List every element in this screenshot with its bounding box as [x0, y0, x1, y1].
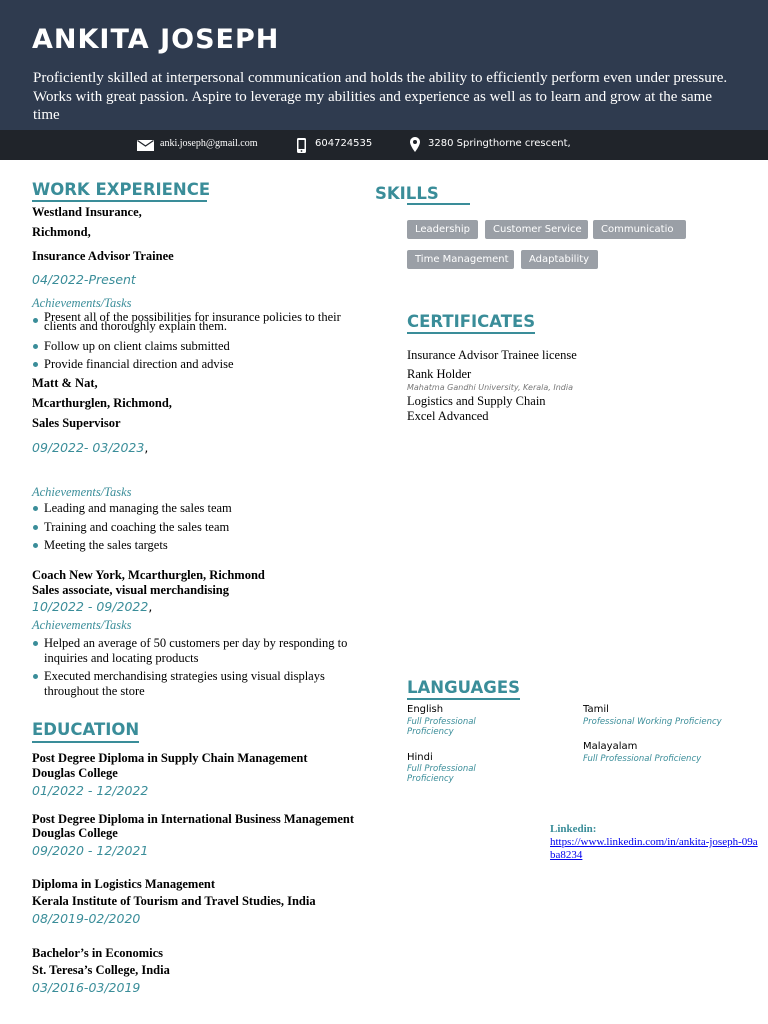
language-name: Malayalam [583, 741, 638, 752]
achievements-label: Achievements/Tasks [32, 618, 132, 632]
skills-underline [407, 203, 470, 205]
job-company: Westland Insurance, [32, 205, 142, 219]
education-degree: Bachelor’s in Economics [32, 946, 164, 960]
job-location: Mcarthurglen, Richmond, [32, 396, 172, 410]
linkedin-link[interactable]: https://www.linkedin.com/in/ankita-joseph-09aba8234 [550, 836, 758, 861]
achievements-label: Achievements/Tasks [32, 485, 132, 499]
work-experience-underline [32, 200, 207, 202]
language-level: Full Professional Proficiency [407, 717, 476, 737]
education-dates: 08/2019-02/2020 [32, 911, 141, 926]
education-dates: 01/2022 - 12/2022 [32, 783, 149, 798]
education-school: Kerala Institute of Tourism and Travel Studies, India [32, 894, 316, 908]
languages-underline [407, 698, 520, 700]
candidate-name: ANKITA JOSEPH [32, 24, 280, 55]
languages-heading: LANGUAGES [407, 678, 520, 697]
task-item: Meeting the sales targets [44, 538, 168, 552]
task-item: Helped an average of 50 customers per day by responding to inquiries and locating products [44, 636, 364, 666]
language-name: Hindi [407, 752, 433, 763]
achievements-label: Achievements/Tasks [32, 296, 132, 310]
education-dates: 03/2016-03/2019 [32, 980, 141, 995]
language-level: Full Professional Proficiency [407, 764, 476, 784]
certificate-issuer: Mahatma Gandhi University, Kerala, India [407, 383, 573, 392]
job-role: Insurance Advisor Trainee [32, 249, 174, 263]
certificates-underline [407, 332, 535, 334]
language-name: Tamil [583, 704, 609, 715]
task-item: Present all of the possibilities for insurance policies to their clients and thoroughly explain them. [44, 313, 364, 331]
education-heading: EDUCATION [32, 720, 140, 739]
job-role: Sales Supervisor [32, 416, 121, 430]
job-company: Coach New York, Mcarthurglen, Richmond [32, 568, 265, 582]
education-school: Douglas College [32, 826, 118, 840]
language-level: Full Professional Proficiency [583, 754, 702, 764]
language-name: English [407, 704, 444, 715]
certificate-name: Logistics and Supply Chain [407, 394, 546, 408]
education-degree: Post Degree Diploma in International Business Management [32, 812, 354, 826]
certificate-name: Excel Advanced [407, 409, 489, 423]
mail-icon [137, 140, 154, 151]
contact-bar [0, 130, 768, 160]
job-dates: 09/2022- 03/2023, [32, 440, 149, 455]
job-dates: 04/2022-Present [32, 272, 136, 287]
skill-chip: Time Management [407, 250, 514, 269]
phone-number[interactable]: 604724535 [315, 138, 373, 149]
location-pin-icon [410, 137, 420, 152]
linkedin-label: Linkedin: [550, 823, 597, 835]
job-role: Sales associate, visual merchandising [32, 583, 230, 597]
phone-icon [297, 138, 306, 153]
task-item: Training and coaching the sales team [44, 520, 230, 534]
certificate-name: Rank Holder [407, 367, 472, 381]
education-dates: 09/2020 - 12/2021 [32, 843, 149, 858]
education-degree: Post Degree Diploma in Supply Chain Management [32, 751, 308, 765]
job-company: Matt & Nat, [32, 376, 98, 390]
work-experience-heading: WORK EXPERIENCE [32, 180, 211, 199]
email-link[interactable]: anki.joseph@gmail.com [160, 138, 258, 149]
education-degree: Diploma in Logistics Management [32, 877, 215, 891]
job-location: Richmond, [32, 225, 91, 239]
skills-heading: SKILLS [375, 184, 439, 203]
education-school: St. Teresa’s College, India [32, 963, 170, 977]
language-level: Professional Working Proficiency [583, 717, 722, 727]
skill-chip: Communicatio [593, 220, 686, 239]
skill-chip: Customer Service [485, 220, 588, 239]
task-item: Executed merchandising strategies using visual displays throughout the store [44, 669, 364, 699]
education-school: Douglas College [32, 766, 118, 780]
certificates-heading: CERTIFICATES [407, 312, 536, 331]
skill-chip: Leadership [407, 220, 478, 239]
job-dates: 10/2022 - 09/2022, [32, 599, 153, 614]
skill-chip: Adaptability [521, 250, 598, 269]
task-item: Follow up on client claims submitted [44, 339, 230, 353]
address: 3280 Springthorne crescent, [428, 138, 571, 149]
certificate-name: Insurance Advisor Trainee license [407, 348, 577, 362]
education-underline [32, 741, 139, 743]
profile-summary: Proficiently skilled at interpersonal communication and holds the ability to efficiently perform even under pressure. Works with great passion. Aspire to leverage my abilities and experience as well as to learn and grow at the same time [33, 70, 728, 123]
task-item: Leading and managing the sales team [44, 501, 232, 515]
task-item: Provide financial direction and advise [44, 357, 234, 371]
